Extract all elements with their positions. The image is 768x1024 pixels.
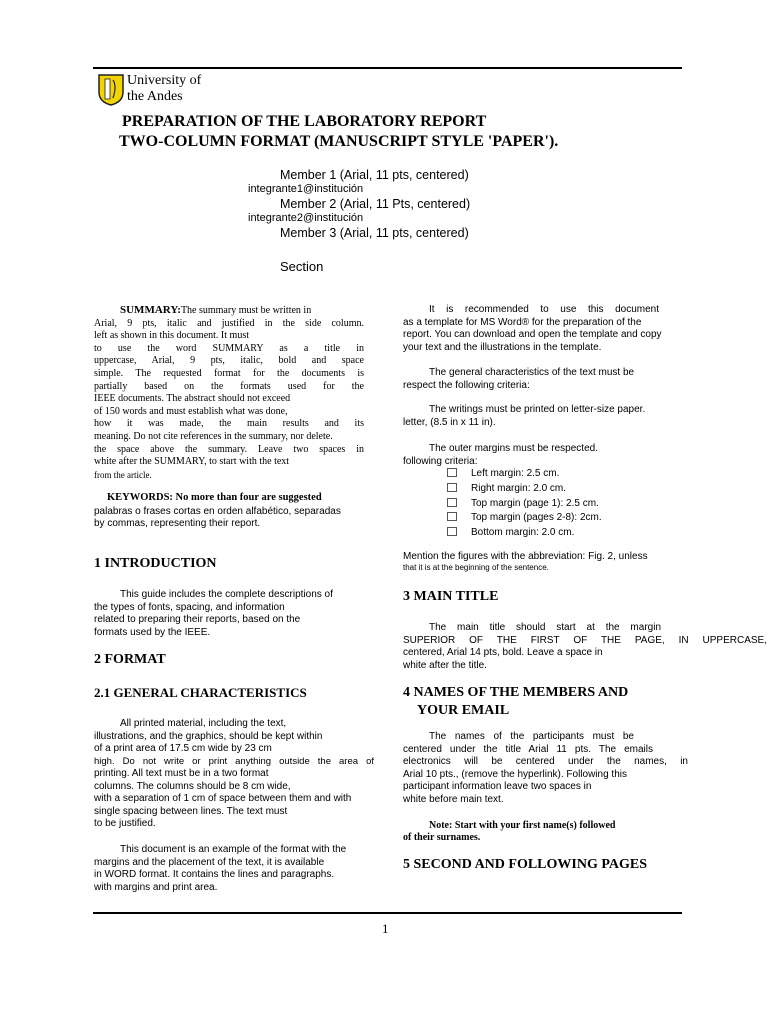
names-line: centered under the title Arial 11 pts. The emails <box>403 743 653 755</box>
general-line: columns. The columns should be 8 cm wide, <box>94 780 291 792</box>
summary-line: meaning. Do not cite references in the summary, nor delete. <box>94 430 333 442</box>
summary-label: SUMMARY: <box>120 304 181 316</box>
doc-line: with margins and print area. <box>94 881 218 893</box>
general-line: All printed material, including the text, <box>120 718 287 729</box>
general-line: with a separation of 1 cm of space between them and with <box>94 793 352 804</box>
member-1: Member 1 (Arial, 11 pts, centered) <box>280 168 469 182</box>
summary-line: to use the word SUMMARY as a title in <box>94 342 364 354</box>
intro-line: related to preparing their reports, based on the <box>94 614 301 625</box>
summary-line: partially based on the formats used for the <box>94 380 364 392</box>
intro-line: formats used by the IEEE. <box>94 626 211 638</box>
margin-line: following criteria: <box>403 455 478 467</box>
page-title-line-1: PREPARATION OF THE LABORATORY REPORT <box>122 113 487 130</box>
summary-line: white after the SUMMARY, to start with the text <box>94 456 290 468</box>
general-line: high. Do not write or print anything outside the area of <box>94 755 374 767</box>
summary-line: how it was made, the main results and its <box>94 418 364 430</box>
general-line: single spacing between lines. The text must <box>94 805 288 817</box>
char-line: The general characteristics of the text must be <box>429 367 635 378</box>
rec-line: your text and the illustrations in the template. <box>403 341 602 353</box>
intro-paragraph <box>94 589 364 639</box>
bottom-rule <box>93 912 682 914</box>
general-line: printing. All text must be in a two format <box>94 768 269 779</box>
top-rule <box>93 67 682 69</box>
general-line: of a print area of 17.5 cm wide by 23 cm <box>94 743 272 754</box>
letter-paragraph <box>403 404 698 429</box>
main-line: SUPERIOR OF THE FIRST OF THE PAGE, IN UPPERCASE, <box>403 634 767 646</box>
page-number: 1 <box>382 921 389 936</box>
summary-line: Arial, 9 pts, italic and justified in the side column. <box>94 317 364 329</box>
list-item: Left margin: 2.5 cm. <box>447 467 602 482</box>
keywords-line: by commas, representing their report. <box>94 518 261 529</box>
rec-line: as a template for MS Word® for the preparation of the <box>403 316 642 328</box>
page-title-line-2: TWO-COLUMN FORMAT (MANUSCRIPT STYLE 'PAPER'). <box>119 133 559 150</box>
main-line: white after the title. <box>403 659 487 671</box>
main-line: The main title should start at the margin <box>429 622 661 633</box>
member-3: Member 3 (Arial, 11 pts, centered) <box>280 226 469 240</box>
names-line: participant information leave two spaces in <box>403 781 592 792</box>
heading-names-line-1: 4 NAMES OF THE MEMBERS AND <box>403 685 629 700</box>
names-line: white before main text. <box>403 793 504 805</box>
bullet-box-icon <box>447 468 457 477</box>
bullet-box-icon <box>447 498 457 507</box>
logo-text-line-2: the Andes <box>127 89 183 104</box>
list-item: Top margin (page 1): 2.5 cm. <box>447 497 602 512</box>
intro-line: This guide includes the complete descriptions of <box>120 589 333 600</box>
summary-line: The summary must be written in <box>180 305 312 316</box>
general-line: to be justified. <box>94 818 156 829</box>
general-paragraph <box>94 718 374 831</box>
summary-line: of 150 words and must establish what was done, <box>94 405 288 417</box>
figures-line-1: Mention the figures with the abbreviation: Fig. 2, unless <box>403 551 648 562</box>
figures-line-2: that it is at the beginning of the sentence. <box>403 563 549 572</box>
bullet-box-icon <box>447 512 457 521</box>
main-title-paragraph <box>403 622 767 672</box>
list-item: Bottom margin: 2.0 cm. <box>447 526 602 541</box>
margins-paragraph <box>403 443 698 468</box>
list-item: Top margin (pages 2-8): 2cm. <box>447 511 602 526</box>
rec-line: report. You can download and open the template and copy <box>403 329 662 340</box>
keywords-label: KEYWORDS: No more than four are suggested <box>107 492 322 503</box>
intro-line: the types of fonts, spacing, and information <box>94 601 285 613</box>
bullet-box-icon <box>447 527 457 536</box>
heading-introduction: 1 INTRODUCTION <box>94 556 217 571</box>
university-logo <box>97 72 125 106</box>
summary-block <box>94 304 364 481</box>
keywords-line: palabras o frases cortas en orden alfabético, separadas <box>94 506 341 517</box>
margin-line: The outer margins must be respected. <box>429 443 598 454</box>
recommendation-paragraph <box>403 304 698 354</box>
main-line: centered, Arial 14 pts, bold. Leave a space in <box>403 647 603 658</box>
shield-icon <box>97 72 125 106</box>
heading-main-title: 3 MAIN TITLE <box>403 589 499 604</box>
note-line-1: Note: Start with your first name(s) followed <box>429 820 616 831</box>
bullet-box-icon <box>447 483 457 492</box>
email-1: integrante1@institución <box>248 183 364 195</box>
summary-line: the space above the summary. Leave two spaces in <box>94 443 364 455</box>
list-item: Right margin: 2.0 cm. <box>447 482 602 497</box>
heading-format: 2 FORMAT <box>94 652 166 667</box>
letter-line: letter, (8.5 in x 11 in). <box>403 416 496 428</box>
names-line: electronics will be centered under the names, in <box>403 756 688 767</box>
names-line: Arial 10 pts., (remove the hyperlink). Following this <box>403 768 627 780</box>
names-line: The names of the participants must be <box>429 731 634 742</box>
summary-line: uppercase, Arial, 9 pts, italic, bold and space <box>94 355 364 367</box>
general-line: illustrations, and the graphics, should be kept within <box>94 730 323 742</box>
summary-line: IEEE documents. The abstract should not exceed <box>94 393 291 405</box>
doc-line: margins and the placement of the text, it is available <box>94 856 325 868</box>
summary-line: from the article. <box>94 469 152 480</box>
doc-line: in WORD format. It contains the lines and paragraphs. <box>94 869 335 880</box>
note-line-2: of their surnames. <box>403 832 481 843</box>
characteristics-paragraph <box>403 367 698 392</box>
char-line: respect the following criteria: <box>403 379 530 391</box>
heading-names-line-2: YOUR EMAIL <box>417 703 510 718</box>
doc-line: This document is an example of the format with the <box>120 844 347 855</box>
logo-text-line-1: University of <box>127 73 202 88</box>
summary-line: simple. The requested format for the documents is <box>94 367 364 379</box>
member-2: Member 2 (Arial, 11 Pts, centered) <box>280 197 471 211</box>
section-label: Section <box>280 259 324 274</box>
margins-list <box>447 467 602 541</box>
letter-line: The writings must be printed on letter-size paper. <box>429 404 646 415</box>
names-paragraph <box>403 731 688 806</box>
rec-line: It is recommended to use this document <box>429 304 659 315</box>
document-paragraph <box>94 844 374 894</box>
heading-general-characteristics: 2.1 GENERAL CHARACTERISTICS <box>94 685 307 700</box>
email-2: integrante2@institución <box>248 212 364 224</box>
heading-second-pages: 5 SECOND AND FOLLOWING PAGES <box>403 857 647 872</box>
summary-line: left as shown in this document. It must <box>94 330 249 342</box>
